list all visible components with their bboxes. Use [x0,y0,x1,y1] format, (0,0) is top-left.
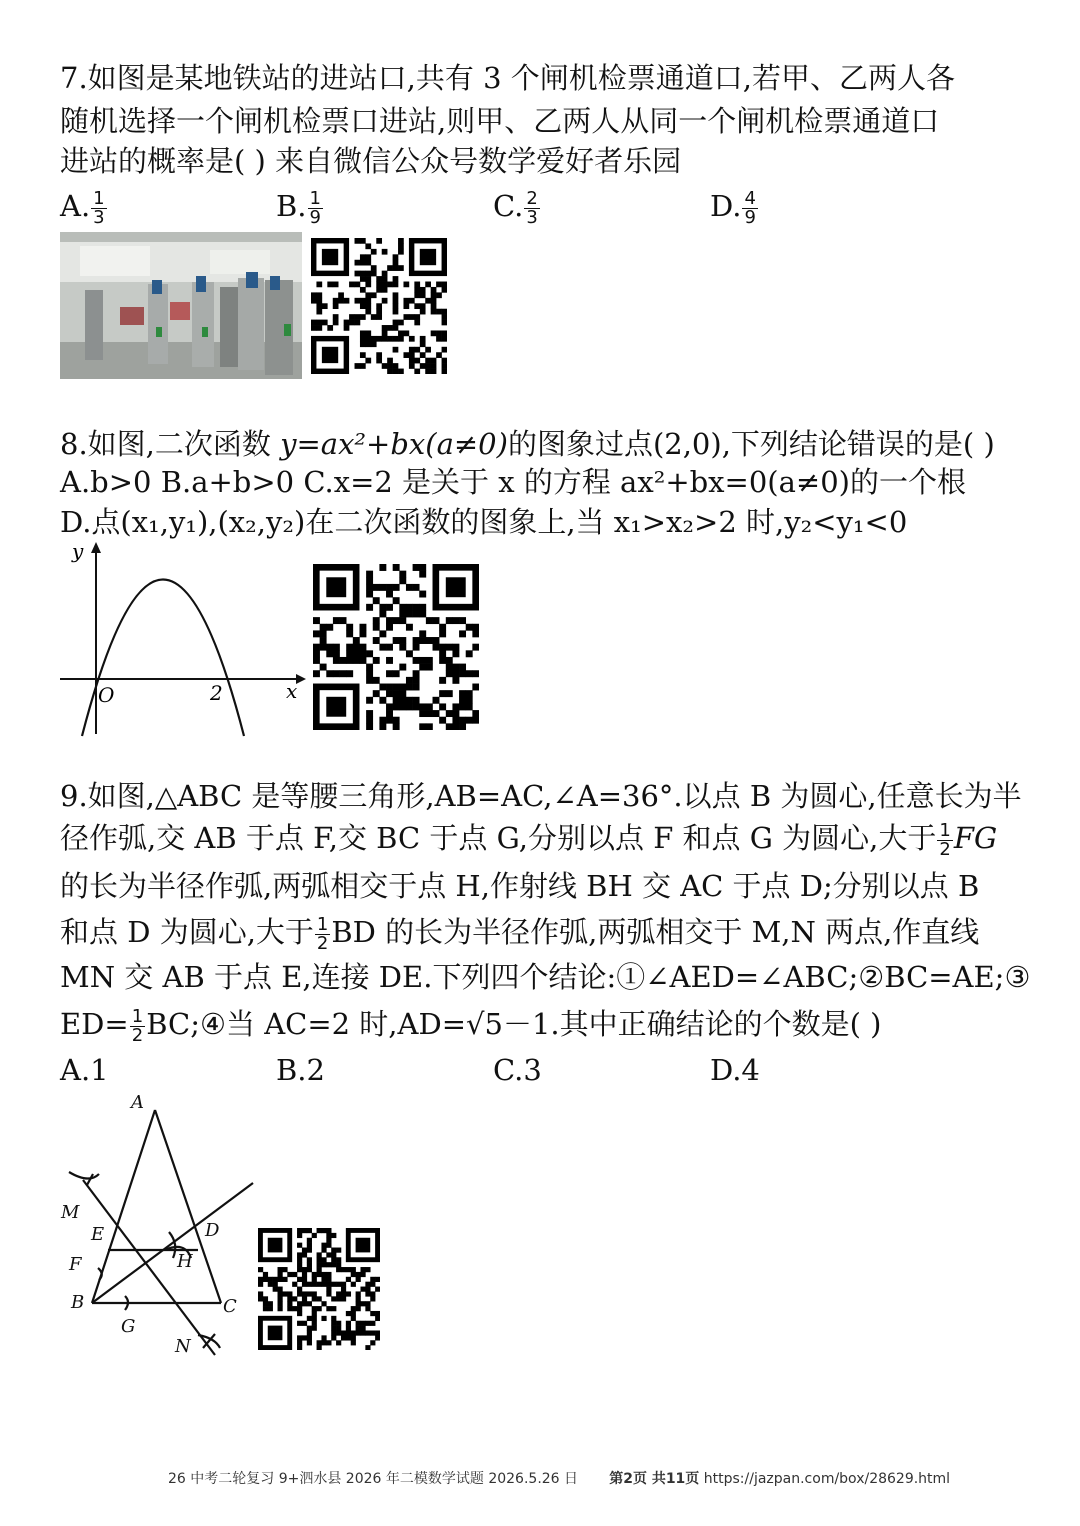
q7-option-b: B. $\frac{1}{9}$ [276,187,321,228]
q7-line-1: 7.如图是某地铁站的进站口,共有 3 个闸机检票通道口,若甲、乙两人各 [60,61,955,95]
q9-line-4: 和点 D 为圆心,大于 $\frac{1}{2}$ BD 的长为半径作弧,两弧相交于 M,N 两点,作直线 [60,913,980,954]
q7-line-3: 进站的概率是( ) 来自微信公众号数学爱好者乐园 [60,144,682,178]
q9-option-d: D.4 [710,1053,760,1087]
q7-option-d: D. $\frac{4}{9}$ [710,187,756,228]
label-m: M [61,1202,80,1223]
page-footer: 26 中考二轮复习 9+泗水县 2026 年二模数学试题 2026.5.26 日 第2页 共11页 https://jazpan.com/box/28629.html [168,1471,951,1487]
qr-code-icon [311,238,447,374]
label-n: N [175,1336,191,1357]
y-axis-arrow-icon [91,542,101,553]
qr-code-icon [313,564,479,730]
label-e: E [91,1224,105,1245]
q7-line-2: 随机选择一个闸机检票口进站,则甲、乙两人从同一个闸机检票通道口 [60,104,940,138]
q7-option-c: C. $\frac{2}{3}$ [493,187,538,228]
label-d: D [205,1220,220,1241]
q9-line-6: ED= $\frac{1}{2}$ BC;④当 AC=2 时,AD=√5－1.其中正确结论的个数是( ) [60,1005,882,1046]
q9-option-c: C.3 [493,1053,542,1087]
parabola-curve [82,580,244,737]
q9-line-2: 径作弧,交 AB 于点 F,交 BC 于点 G,分别以点 F 和点 G 为圆心,大于 $\frac{1}{2}$ FG [60,819,998,860]
root-label: 2 [210,681,223,705]
label-c: C [223,1296,237,1317]
q9-option-b: B.2 [276,1053,325,1087]
q7-option-a: A. $\frac{1}{3}$ [60,187,105,228]
x-axis-label: x [286,679,298,703]
label-f: F [69,1254,82,1275]
q8-line-2: A.b>0 B.a+b>0 C.x=2 是关于 x 的方程 ax²+bx=0(a≠0)的一个根 [60,465,966,499]
x-axis-arrow-icon [296,674,306,684]
label-a: A [131,1092,144,1113]
q9-line-5: MN 交 AB 于点 E,连接 DE.下列四个结论:①∠AED=∠ABC;②BC=AE;③ [60,960,1031,994]
label-b: B [71,1292,85,1313]
q9-line-1: 9.如图,△ABC 是等腰三角形,AB=AC,∠A=36°.以点 B 为圆心,任意长为半 [60,779,1022,813]
q8-line-1: 8.如图,二次函数 y=ax²+bx(a≠0)的图象过点(2,0),下列结论错误的是( ) [60,427,995,461]
origin-label: O [98,683,115,707]
qr-code-icon [258,1228,380,1350]
metro-gate-photo [60,232,302,379]
q9-triangle-figure [55,1090,265,1360]
label-h: H [177,1251,193,1272]
q8-parabola-graph [60,538,310,738]
q9-line-3: 的长为半径作弧,两弧相交于点 H,作射线 BH 交 AC 于点 D;分别以点 B [60,869,980,903]
y-axis-label: y [72,539,84,563]
label-g: G [121,1316,136,1337]
q9-option-a: A.1 [60,1053,109,1087]
q8-line-3: D.点(x₁,y₁),(x₂,y₂)在二次函数的图象上,当 x₁>x₂>2 时,y₂<y₁<0 [60,505,908,539]
